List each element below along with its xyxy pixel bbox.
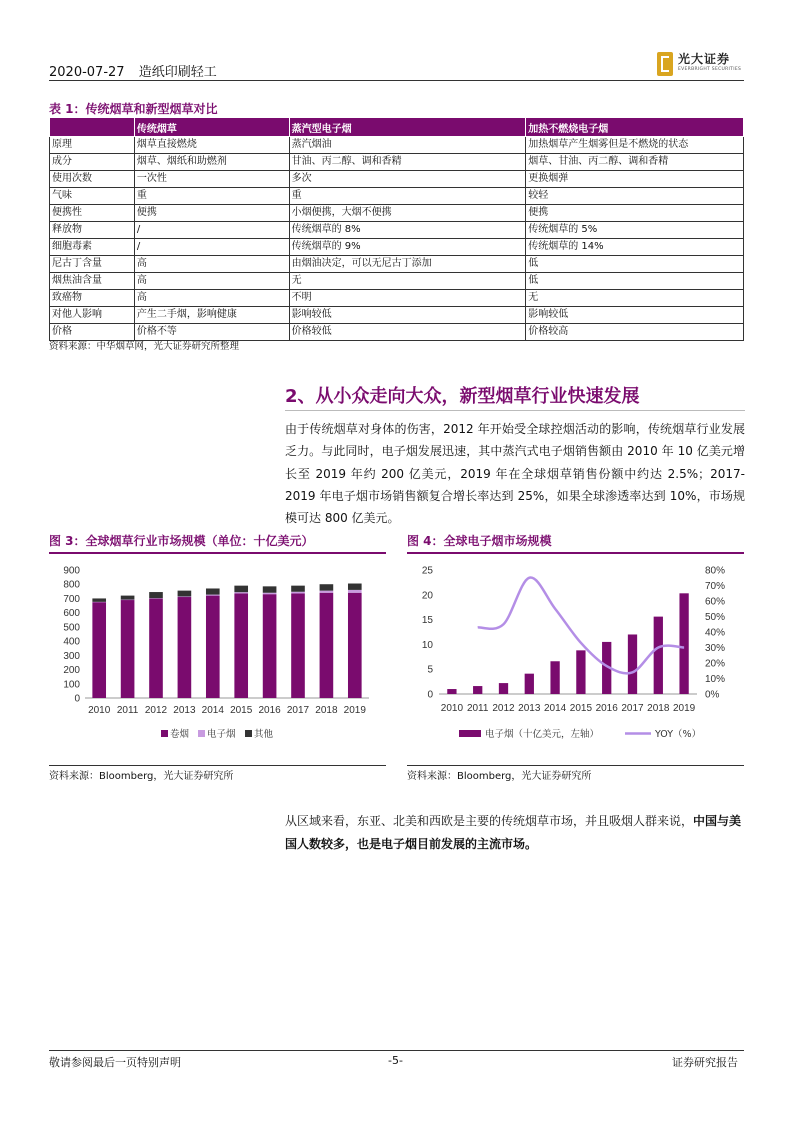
- table-cell: 更换烟弹: [526, 171, 744, 188]
- y-tick-label: 800: [63, 579, 80, 591]
- y-tick-label: 300: [63, 650, 80, 662]
- x-tick-label: 2014: [201, 705, 224, 716]
- table-cell: 传统烟草的 8%: [289, 222, 526, 239]
- y-left-tick-label: 15: [421, 615, 433, 627]
- bar-ecig: [576, 650, 585, 694]
- table-cell: 较轻: [526, 188, 744, 205]
- table-cell: 影响较低: [526, 307, 744, 324]
- table-header-cell: 蒸汽型电子烟: [289, 118, 526, 137]
- y-tick-label: 0: [74, 693, 80, 705]
- fig4-chart: [407, 558, 744, 748]
- fig3-title-rule: [49, 552, 386, 554]
- comparison-table: [49, 117, 744, 341]
- table-row: [50, 154, 744, 171]
- bar-其他: [121, 596, 135, 600]
- table-cell: 甘油、丙二醇、调和香精: [289, 154, 526, 171]
- bar-卷烟: [206, 596, 220, 698]
- x-tick-label: 2016: [595, 703, 618, 714]
- x-tick-label: 2015: [230, 705, 253, 716]
- header-info: [49, 61, 227, 80]
- table-row: [50, 290, 744, 307]
- table-row: [50, 273, 744, 290]
- industry-label: 造纸印刷轻工: [138, 65, 217, 80]
- y-left-tick-label: 25: [421, 565, 433, 577]
- fig4-source-rule: [407, 765, 744, 766]
- x-tick-label: 2012: [144, 705, 168, 716]
- bar-ecig: [550, 661, 559, 694]
- bar-其他: [178, 591, 192, 597]
- bar-电子烟: [206, 595, 220, 596]
- footer-report-type: 证券研究报告: [672, 1056, 738, 1069]
- bar-其他: [149, 592, 163, 598]
- table-cell: 蒸汽烟油: [289, 137, 526, 154]
- table-cell: 多次: [289, 171, 526, 188]
- table-row: [50, 171, 744, 188]
- table-row: [50, 256, 744, 273]
- y-tick-label: 400: [63, 636, 80, 648]
- bar-其他: [291, 586, 305, 592]
- page-number: -5-: [388, 1054, 403, 1067]
- table-cell: 烟草、烟纸和助燃剂: [134, 154, 289, 171]
- table-cell: 原理: [50, 137, 135, 154]
- x-tick-label: 2018: [315, 705, 338, 716]
- y-right-tick-label: 70%: [705, 581, 726, 592]
- x-tick-label: 2014: [543, 703, 567, 714]
- bar-卷烟: [234, 593, 248, 698]
- x-tick-label: 2019: [672, 703, 696, 714]
- y-right-tick-label: 80%: [705, 565, 726, 577]
- x-tick-label: 2011: [466, 703, 489, 714]
- footer-disclaimer: 敬请参阅最后一页特别声明: [49, 1056, 181, 1069]
- y-left-tick-label: 20: [421, 590, 433, 602]
- y-tick-label: 500: [63, 622, 80, 634]
- y-left-tick-label: 5: [427, 664, 433, 676]
- legend-label-bar: 电子烟（十亿美元，左轴）: [485, 729, 600, 740]
- bar-ecig: [499, 683, 508, 694]
- table-cell: 无: [289, 273, 526, 290]
- x-tick-label: 2011: [116, 705, 139, 716]
- x-tick-label: 2015: [569, 703, 593, 714]
- bar-ecig: [473, 686, 482, 694]
- table-cell: 使用次数: [50, 171, 135, 188]
- table-title: 表 1：传统烟草和新型烟草对比: [49, 102, 218, 116]
- x-tick-label: 2010: [440, 703, 464, 714]
- bar-ecig: [628, 634, 637, 694]
- bar-其他: [320, 584, 334, 590]
- section-divider: [285, 410, 745, 411]
- bar-电子烟: [149, 598, 163, 599]
- table-cell: 尼古丁含量: [50, 256, 135, 273]
- bar-卷烟: [149, 598, 163, 698]
- legend-swatch-bar: [459, 730, 481, 737]
- y-tick-label: 700: [63, 593, 80, 605]
- bar-卷烟: [348, 593, 362, 698]
- table-cell: 细胞毒素: [50, 239, 135, 256]
- table-cell: 烟草、甘油、丙二醇、调和香精: [526, 154, 744, 171]
- table-cell: 传统烟草的 9%: [289, 239, 526, 256]
- table-cell: 由烟油决定，可以无尼古丁添加: [289, 256, 526, 273]
- x-tick-label: 2017: [621, 703, 644, 714]
- bar-其他: [92, 598, 106, 601]
- bar-电子烟: [291, 592, 305, 594]
- section-title: 2、从小众走向大众，新型烟草行业快速发展: [285, 386, 640, 407]
- fig3-source: 资料来源：Bloomberg，光大证券研究所: [49, 771, 234, 782]
- y-right-tick-label: 60%: [705, 596, 726, 608]
- region-paragraph: [285, 810, 745, 856]
- bar-卷烟: [92, 602, 106, 698]
- bar-电子烟: [320, 591, 334, 593]
- table-header-cell: [50, 118, 135, 137]
- bar-卷烟: [320, 593, 334, 698]
- y-tick-label: 600: [63, 608, 80, 620]
- table-cell: 便携性: [50, 205, 135, 222]
- table-cell: 一次性: [134, 171, 289, 188]
- table-cell: 影响较低: [289, 307, 526, 324]
- x-tick-label: 2013: [173, 705, 196, 716]
- table-row: [50, 188, 744, 205]
- x-tick-label: 2013: [518, 703, 541, 714]
- x-tick-label: 2010: [88, 705, 111, 716]
- table-cell: 价格较低: [289, 324, 526, 341]
- bar-ecig: [679, 593, 688, 694]
- y-right-tick-label: 40%: [705, 627, 726, 639]
- table-cell: 高: [134, 290, 289, 307]
- x-tick-label: 2016: [258, 705, 281, 716]
- logo-text: 光大证券: [678, 52, 731, 66]
- table-cell: 烟焦油含量: [50, 273, 135, 290]
- bar-卷烟: [178, 597, 192, 698]
- table-cell: 传统烟草的 14%: [526, 239, 744, 256]
- bar-ecig: [654, 617, 663, 694]
- table-cell: 重: [134, 188, 289, 205]
- table-cell: 小烟便携，大烟不便携: [289, 205, 526, 222]
- header-divider: [49, 80, 744, 81]
- table-cell: 便携: [526, 205, 744, 222]
- y-right-tick-label: 30%: [705, 643, 726, 654]
- table-cell: 低: [526, 256, 744, 273]
- table-cell: 不明: [289, 290, 526, 307]
- table-cell: 对他人影响: [50, 307, 135, 324]
- table-cell: /: [134, 222, 289, 239]
- brand-logo: [657, 50, 747, 80]
- bar-ecig: [447, 689, 456, 694]
- bar-其他: [263, 586, 277, 592]
- bar-卷烟: [291, 593, 305, 698]
- report-date: 2020-07-27: [49, 65, 125, 80]
- footer-divider: [49, 1050, 744, 1051]
- fig4-title: 图 4：全球电子烟市场规模: [407, 534, 552, 548]
- legend-swatch: [161, 730, 168, 737]
- table-cell: 产生二手烟，影响健康: [134, 307, 289, 324]
- fig4-title-rule: [407, 552, 744, 554]
- bar-电子烟: [178, 596, 192, 597]
- table-cell: /: [134, 239, 289, 256]
- region-paragraph-normal: 从区域来看，东亚、北美和西欧是主要的传统烟草市场，并且吸烟人群来说，: [285, 814, 694, 828]
- y-tick-label: 200: [63, 665, 80, 677]
- y-tick-label: 100: [63, 679, 80, 691]
- legend-label: 电子烟: [207, 729, 236, 740]
- fig3-source-rule: [49, 765, 386, 766]
- bar-电子烟: [234, 592, 248, 593]
- y-left-tick-label: 10: [421, 639, 433, 651]
- fig4-source: 资料来源：Bloomberg，光大证券研究所: [407, 771, 592, 782]
- table-cell: 加热烟草产生烟雾但是不燃烧的状态: [526, 137, 744, 154]
- x-tick-label: 2012: [492, 703, 515, 714]
- table-row: [50, 205, 744, 222]
- table-row: [50, 222, 744, 239]
- table-cell: 高: [134, 273, 289, 290]
- table-cell: 便携: [134, 205, 289, 222]
- region-paragraph-bold: 中国与美国人数较多，也是电子烟目前发展的主流市场。: [285, 814, 742, 851]
- table-cell: 价格不等: [134, 324, 289, 341]
- y-left-tick-label: 0: [427, 689, 433, 701]
- table-cell: 气味: [50, 188, 135, 205]
- legend-swatch: [198, 730, 205, 737]
- table-cell: 价格较高: [526, 324, 744, 341]
- table-cell: 无: [526, 290, 744, 307]
- bar-其他: [348, 584, 362, 590]
- y-right-tick-label: 50%: [705, 612, 726, 623]
- table-row: [50, 239, 744, 256]
- fig3-title: 图 3：全球烟草行业市场规模（单位：十亿美元）: [49, 534, 314, 548]
- table-cell: 低: [526, 273, 744, 290]
- table-cell: 传统烟草的 5%: [526, 222, 744, 239]
- bar-其他: [206, 588, 220, 594]
- table-cell: 重: [289, 188, 526, 205]
- logo-subtext: EVERBRIGHT SECURITIES: [678, 67, 742, 72]
- x-tick-label: 2019: [343, 705, 366, 716]
- table-cell: 价格: [50, 324, 135, 341]
- bar-电子烟: [263, 593, 277, 594]
- y-right-tick-label: 20%: [705, 658, 726, 670]
- bar-卷烟: [263, 594, 277, 698]
- table-row: [50, 307, 744, 324]
- legend-swatch: [245, 730, 252, 737]
- y-tick-label: 900: [63, 565, 80, 577]
- table-cell: 释放物: [50, 222, 135, 239]
- table-cell: 高: [134, 256, 289, 273]
- bar-电子烟: [348, 590, 362, 593]
- bar-电子烟: [121, 600, 135, 601]
- legend-label-line: YOY（%）: [655, 729, 702, 740]
- table-header-cell: 加热不燃烧电子烟: [526, 118, 744, 137]
- legend-label: 卷烟: [170, 729, 190, 740]
- table-row: [50, 137, 744, 154]
- fig3-chart: [49, 558, 386, 748]
- x-tick-label: 2018: [647, 703, 670, 714]
- y-right-tick-label: 10%: [705, 674, 726, 685]
- bar-ecig: [525, 674, 534, 694]
- y-right-tick-label: 0%: [705, 689, 720, 701]
- bar-电子烟: [92, 602, 106, 603]
- legend-label: 其他: [254, 729, 274, 740]
- logo-icon: [657, 52, 673, 76]
- section-paragraph: 由于传统烟草对身体的伤害，2012 年开始受全球控烟活动的影响，传统烟草行业发展乏力。与此同时，电子烟发展迅速，其中蒸汽式电子烟销售额由 2010 年 10 亿美元增长至 2019 年约 200 亿美元，2019 年在全球烟草销售份额中约达 2.5%；2017-2019 年电子烟市场销售额复合增长率达到 25%，如果全球渗透率达到 10%，市场规模可达 800 亿美元。: [285, 422, 745, 526]
- bar-其他: [234, 586, 248, 593]
- bar-卷烟: [121, 600, 135, 698]
- table-source: 资料来源：中华烟草网，光大证券研究所整理: [49, 341, 240, 352]
- table-cell: 成分: [50, 154, 135, 171]
- table-cell: 烟草直接燃烧: [134, 137, 289, 154]
- x-tick-label: 2017: [286, 705, 310, 716]
- table-cell: 致癌物: [50, 290, 135, 307]
- table-header-cell: 传统烟草: [134, 118, 289, 137]
